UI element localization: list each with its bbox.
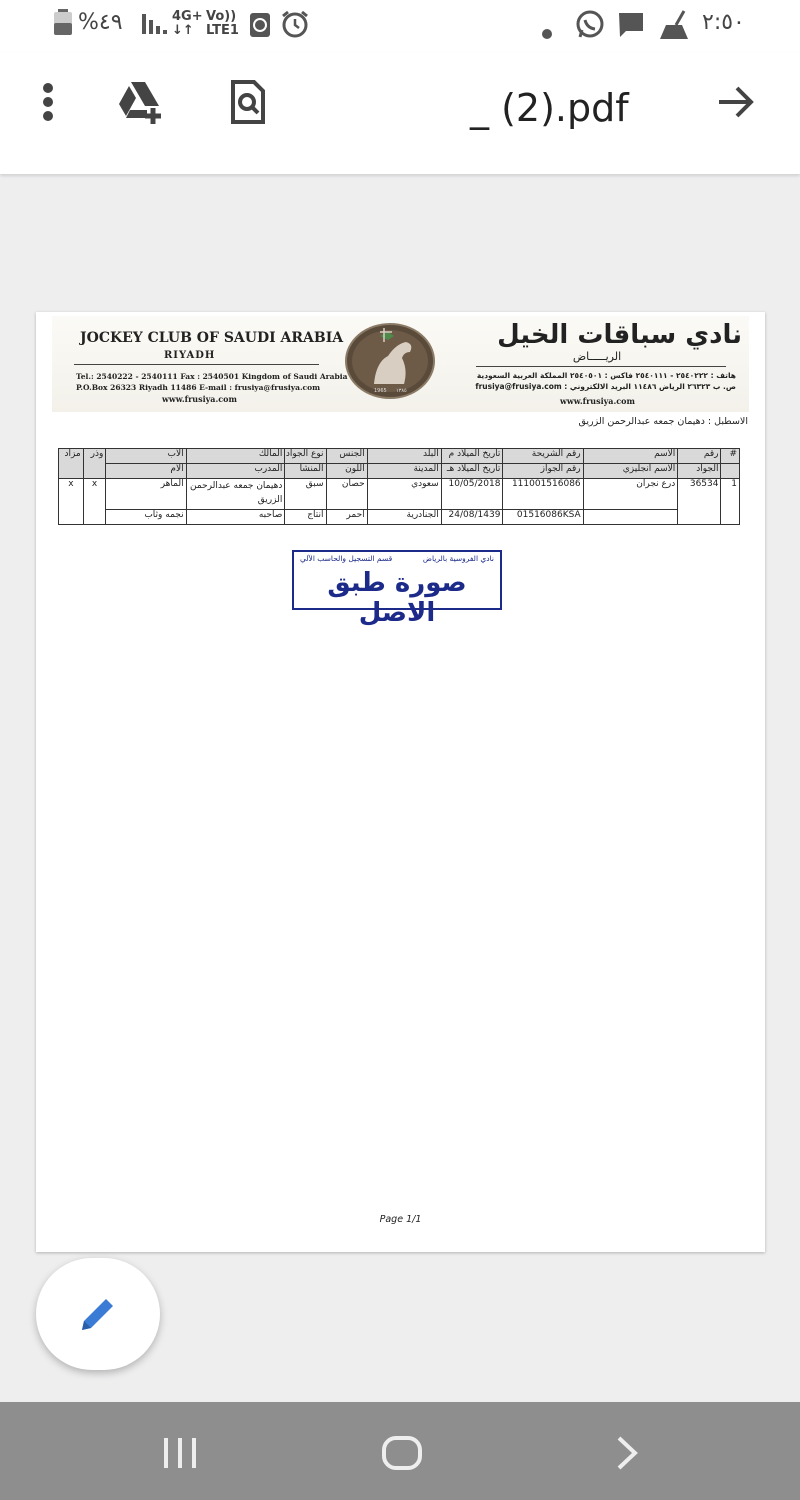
back-icon xyxy=(611,1435,641,1471)
table-cell: دهيمان جمعه عبدالرحمن الزريق xyxy=(186,479,285,510)
table-header-cell: رقم الشريحة xyxy=(503,449,583,464)
table-row xyxy=(59,510,740,525)
home-button[interactable] xyxy=(372,1428,432,1478)
page-number: Page 1/1 xyxy=(379,1214,422,1225)
table-header-row xyxy=(59,449,740,464)
stamp-main-text: صورة طبق الاصل xyxy=(327,568,467,628)
table-header-cell: رقم xyxy=(678,449,721,464)
letterhead-en-title: JOCKEY CLUB OF SAUDI ARABIA xyxy=(80,330,344,346)
table-cell: سعودي xyxy=(367,479,441,510)
letterhead-en-web: www.frusiya.com xyxy=(162,394,237,404)
add-to-drive-icon xyxy=(115,80,169,124)
table-header-cell: وذر xyxy=(83,449,106,479)
table-header-cell: الاب xyxy=(106,449,186,464)
table-header-cell: المدينة xyxy=(367,464,441,479)
table-header-cell: المالك xyxy=(186,449,285,464)
table-header-cell: البلد xyxy=(367,449,441,464)
message-icon xyxy=(616,10,646,46)
letterhead-en-subtitle: RIYADH xyxy=(164,350,216,361)
letterhead xyxy=(52,316,749,412)
table-cell: 36534 xyxy=(678,479,721,525)
table-cell: الجنادرية xyxy=(367,510,441,525)
more-options-button[interactable] xyxy=(18,72,78,132)
table-row xyxy=(59,479,740,510)
alarm-icon xyxy=(280,9,310,45)
recent-apps-button[interactable] xyxy=(150,1428,210,1478)
letterhead-ar-title: نادي سباقات الخيل xyxy=(497,320,742,350)
table-header-cell: الاسم xyxy=(583,449,678,464)
stamp-top-left: قسم التسجيل والحاسب الآلي xyxy=(300,554,393,563)
notification-dot-icon xyxy=(542,20,552,45)
recent-apps-icon xyxy=(160,1436,200,1470)
table-cell: درع نجران xyxy=(583,479,678,510)
table-cell: احمر xyxy=(326,510,367,525)
table-cell: 24/08/1439 xyxy=(441,510,503,525)
table-cell: 01516086KSA xyxy=(503,510,583,525)
table-header-cell: # xyxy=(721,449,740,464)
back-button[interactable] xyxy=(596,1428,656,1478)
letterhead-ar-web: www.frusiya.com xyxy=(560,396,635,406)
whatsapp-icon xyxy=(574,9,606,47)
table-header-cell: المنشأ xyxy=(285,464,326,479)
network-type: 4G+ ↓↑ xyxy=(172,9,203,38)
pdf-page[interactable] xyxy=(36,312,765,1252)
table-cell: صاحبه xyxy=(186,510,285,525)
table-header-cell: الام xyxy=(106,464,186,479)
volte-indicator: Vo)) LTE1 xyxy=(206,9,239,38)
find-in-page-button[interactable] xyxy=(218,72,278,132)
home-icon xyxy=(381,1435,423,1471)
table-cell: x xyxy=(83,479,106,525)
horse-registration-table xyxy=(58,448,740,525)
edit-pencil-icon xyxy=(76,1292,120,1336)
table-header-cell: رقم الجواز xyxy=(503,464,583,479)
letterhead-ar-subtitle: الريـــــاض xyxy=(572,350,622,363)
table-header-cell: الاسم انجليزي xyxy=(583,464,678,479)
cleaner-icon xyxy=(658,9,690,47)
table-cell: سبق xyxy=(285,479,326,510)
find-in-page-icon xyxy=(228,79,268,125)
table-header-cell: مزاد xyxy=(59,449,84,479)
table-cell: 1 xyxy=(721,479,740,525)
jockey-club-logo xyxy=(344,322,436,400)
table-cell: حصان xyxy=(326,479,367,510)
table-cell: نجمه وثاب xyxy=(106,510,186,525)
forward-button[interactable] xyxy=(706,72,766,132)
table-header-cell: تاريخ الميلاد م xyxy=(441,449,503,464)
battery-percent: %٤٩ xyxy=(78,10,123,35)
table-cell: الماهر xyxy=(106,479,186,510)
logo-year-right: ١٣٨٥ xyxy=(396,388,407,394)
battery-icon xyxy=(52,8,74,42)
letterhead-divider xyxy=(74,364,319,365)
table-cell: 10/05/2018 xyxy=(441,479,503,510)
stable-label: الاسطبل : دهيمان جمعه عبدالرحمن الزريق xyxy=(578,416,748,427)
letterhead-divider xyxy=(476,366,726,367)
pdf-viewer-toolbar xyxy=(0,52,800,174)
table-cell xyxy=(583,510,678,525)
edit-fab-button[interactable] xyxy=(36,1258,160,1370)
table-header-cell: الجواد xyxy=(678,464,721,479)
add-to-drive-button[interactable] xyxy=(112,72,172,132)
table-header-cell: الجنس xyxy=(326,449,367,464)
table-cell: x xyxy=(59,479,84,525)
letterhead-ar-contact: هاتف : ٢٥٤٠٢٢٢ - ٢٥٤٠١١١ فاكس : ٢٥٤٠٥٠١ المملكة العربية السعودية ص. ب ٢٦٣٢٣ الرياض ١١٤٨٦ البريد الالكتروني : frusiya@frusiya.com xyxy=(475,371,736,391)
table-header-row xyxy=(59,464,740,479)
table-cell: انتاج xyxy=(285,510,326,525)
status-bar xyxy=(0,0,800,52)
table-header-cell: تاريخ الميلاد هـ xyxy=(441,464,503,479)
table-header-cell: المدرب xyxy=(186,464,285,479)
letterhead-en-contact: Tel.: 2540222 - 2540111 Fax : 2540501 Kingdom of Saudi Arabia P.O.Box 26323 Riyadh 11486 E-mail : frusiya@frusiya.com xyxy=(76,372,348,392)
more-vert-icon xyxy=(41,82,55,122)
clock-time: ٢:٥٠ xyxy=(702,10,745,35)
system-navigation-bar xyxy=(0,1402,800,1500)
logo-year-left: 1965 xyxy=(374,388,387,394)
data-saver-icon xyxy=(248,10,272,44)
table-cell: 111001516086 xyxy=(503,479,583,510)
table-header-cell: نوع الجواد xyxy=(285,449,326,464)
document-title: _ (2).pdf xyxy=(470,86,629,130)
arrow-forward-icon xyxy=(716,85,756,119)
table-header-cell: اللون xyxy=(326,464,367,479)
certified-copy-stamp xyxy=(292,550,502,628)
signal-icon xyxy=(140,8,168,42)
stamp-top-right: نادي الفروسية بالرياض xyxy=(422,554,494,563)
